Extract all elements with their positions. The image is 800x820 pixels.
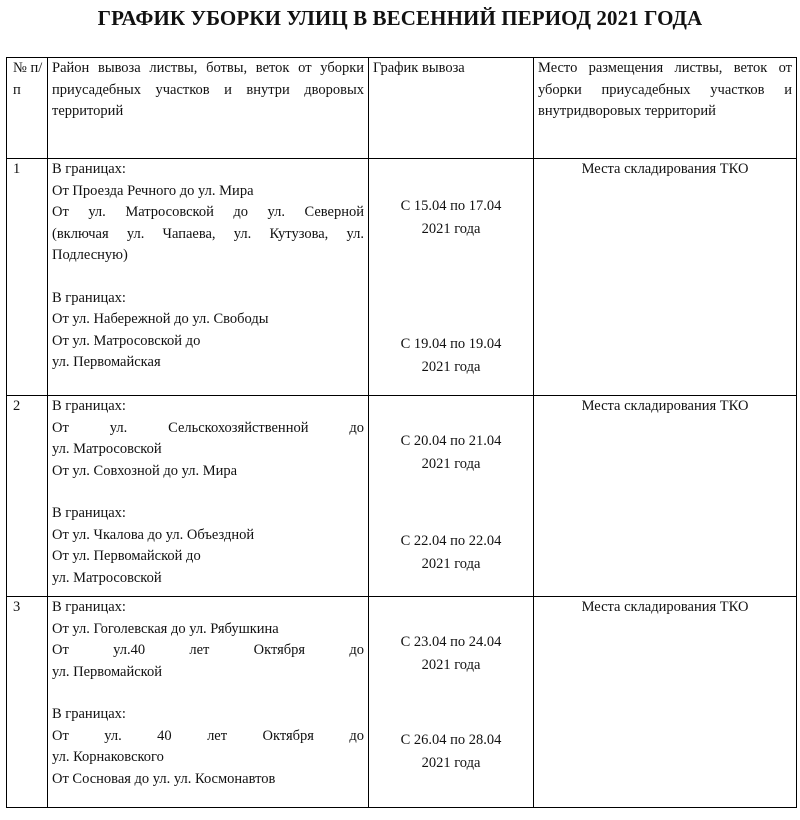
header-place: Место размещения листвы, веток от уборки приусадебных участков и внутридворовых территорий — [534, 58, 797, 159]
district-cell — [48, 396, 369, 597]
place-cell: Места складирования ТКО — [534, 396, 797, 597]
schedule-dates: С 23.04 по 24.04 — [400, 634, 502, 650]
header-district: Район вывоза листвы, ботвы, веток от уборки приусадебных участков и внутри дворовых территорий — [48, 58, 369, 159]
district-line: От ул.40 лет Октября до — [52, 642, 364, 658]
district-line: ул. Матросовской — [52, 569, 162, 586]
district-heading: В границах: — [52, 706, 126, 722]
district-line: От ул. 40 лет Октября до — [52, 727, 364, 744]
district-line: От Сосновая до ул. ул. Космонавтов — [52, 770, 276, 787]
schedule-period — [369, 631, 533, 677]
district-line: От ул. Совхозной до ул. Мира — [52, 462, 238, 479]
schedule-year: 2021 года — [421, 755, 481, 771]
district-heading: В границах: — [52, 289, 126, 306]
schedule-table — [6, 57, 797, 808]
row-number: 3 — [7, 597, 48, 808]
district-line: (включая ул. Чапаева, ул. Кутузова, ул. — [52, 225, 364, 242]
district-line: ул. Первомайской — [52, 663, 163, 680]
schedule-cell — [369, 159, 534, 396]
schedule-dates: С 19.04 по 19.04 — [400, 336, 502, 352]
schedule-cell — [369, 396, 534, 597]
schedule-period — [369, 430, 533, 476]
page-title: ГРАФИК УБОРКИ УЛИЦ В ВЕСЕННИЙ ПЕРИОД 2021 ГОДА — [97, 6, 703, 30]
schedule-period — [369, 530, 533, 576]
district-line: Подлесную) — [52, 247, 128, 263]
schedule-period — [369, 333, 533, 379]
schedule-year: 2021 года — [421, 221, 481, 237]
schedule-year: 2021 года — [421, 359, 481, 375]
district-cell — [48, 597, 369, 808]
table-row — [7, 159, 797, 396]
schedule-year: 2021 года — [421, 556, 481, 572]
district-line: ул. Матросовской — [52, 441, 162, 457]
district-heading: В границах: — [52, 505, 126, 521]
district-heading: В границах: — [52, 161, 126, 177]
schedule-period — [369, 729, 533, 775]
district-heading: В границах: — [52, 398, 126, 414]
table-header-row — [7, 58, 797, 159]
table-row — [7, 396, 797, 597]
district-line: От ул. Чкалова до ул. Объездной — [52, 526, 255, 543]
district-line: От ул. Сельскохозяйственной до — [52, 419, 364, 436]
table-row — [7, 597, 797, 808]
place-cell: Места складирования ТКО — [534, 597, 797, 808]
row-number: 2 — [7, 396, 48, 597]
district-line: От ул. Гоголевская до ул. Рябушкина — [52, 620, 279, 637]
district-line: От ул. Матросовской до — [52, 332, 201, 349]
district-line: От ул. Набережной до ул. Свободы — [52, 311, 269, 327]
schedule-dates: С 15.04 по 17.04 — [400, 198, 502, 214]
district-cell — [48, 159, 369, 396]
schedule-dates: С 22.04 по 22.04 — [400, 533, 502, 549]
schedule-dates: С 26.04 по 28.04 — [400, 732, 502, 748]
district-line: ул. Первомайская — [52, 354, 161, 370]
row-number: 1 — [7, 159, 48, 396]
district-line: От ул. Матросовской до ул. Северной — [52, 204, 364, 220]
district-heading: В границах: — [52, 599, 126, 615]
district-line: ул. Корнаковского — [52, 749, 164, 765]
district-line: От Проезда Речного до ул. Мира — [52, 182, 254, 199]
schedule-year: 2021 года — [421, 456, 481, 472]
header-number: № п/п — [7, 58, 48, 159]
header-schedule: График вывоза — [369, 58, 534, 159]
schedule-dates: С 20.04 по 21.04 — [400, 433, 502, 449]
schedule-year: 2021 года — [421, 657, 481, 673]
schedule-cell — [369, 597, 534, 808]
schedule-period — [369, 195, 533, 241]
place-cell: Места складирования ТКО — [534, 159, 797, 396]
district-line: От ул. Первомайской до — [52, 548, 201, 564]
